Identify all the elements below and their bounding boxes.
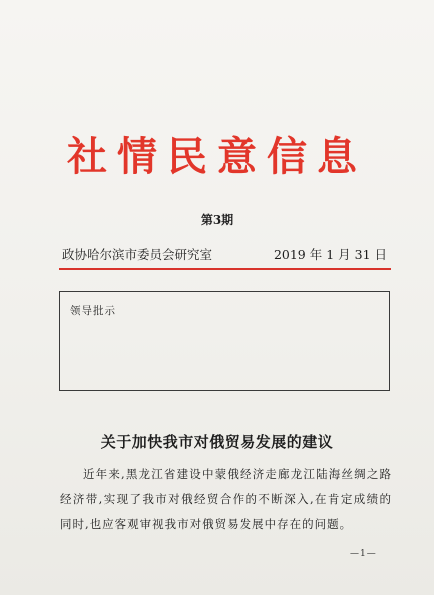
red-separator-line bbox=[59, 268, 391, 270]
issuer-date-row bbox=[62, 247, 387, 263]
article-title: 关于加快我市对俄贸易发展的建议 bbox=[100, 433, 334, 451]
issue-date: 2019 年 1 月 31 日 bbox=[273, 247, 387, 262]
issue-number: 第3期 bbox=[200, 213, 234, 227]
page-number: —1— bbox=[350, 549, 377, 559]
leader-instruction-label: 领导批示 bbox=[70, 305, 116, 317]
issuing-organization: 政协哈尔滨市委员会研究室 bbox=[62, 247, 213, 262]
article-body-paragraph: 近年来,黑龙江省建设中蒙俄经济走廊龙江陆海丝绸之路经济带,实现了我市对俄经贸合作的不断深入,在肯定成绩的同时,也应客观审视我市对俄贸易发展中存在的问题。 bbox=[60, 467, 392, 531]
leader-instruction-box bbox=[59, 291, 390, 391]
document-masthead-title: 社情民意信息 bbox=[67, 133, 367, 180]
